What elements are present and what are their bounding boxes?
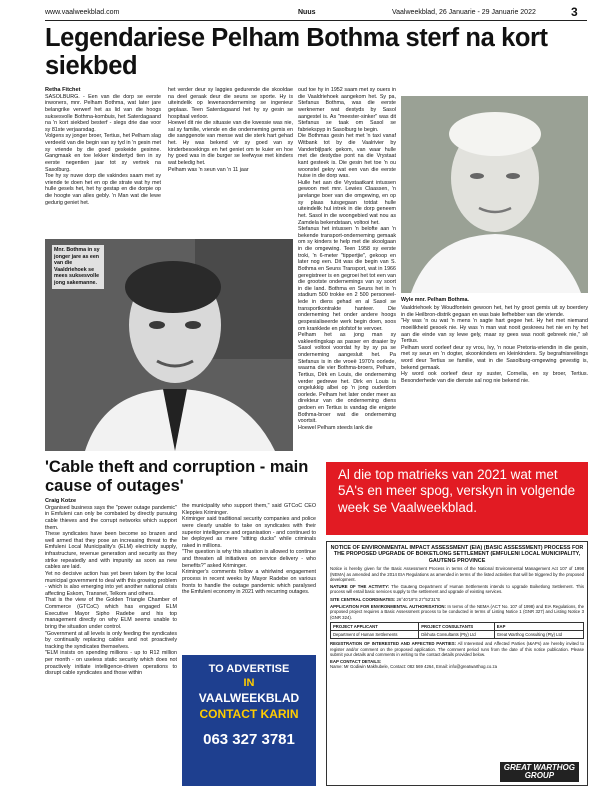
article-paragraph: Kriminger's comments follow a whirlwind engagement process in recent weeks by Mayor Radebe on various fronts to handle the outage pandemic which paralysed the Emfuleni economy in 2021 with recurring outages. [182, 569, 316, 596]
article-headline: Legendariese Pelham Bothma sterf na kort siekbed [45, 24, 548, 80]
notice-table [330, 622, 584, 639]
promo-text: Al die top matrieks van 2021 wat met 5A's en meer spog, verskyn in volgende week se Vaalweekblad. [338, 467, 576, 515]
article-paragraph: Hoewel dit nie die situasie van die kwessie was nie, sal sy familie, vriende en die onderneming gemis en die sanggenote van mense wat die sterk hart gehad het. Hy was bekend vir sy goed van sy kinderbesoekings en het geniet om te kuier en hoe hy goed was in die burger se leefwyse met kinders wat beledig het. [168, 120, 293, 166]
notice-label: APPLICATION FOR ENVIRONMENTAL AUTHORISATION: [330, 604, 446, 609]
table-header: PROJECT CONSULTANTS [419, 622, 495, 630]
article-paragraph: Yet no decisive action has yet been taken by the local municipal government to deal with this growing problem - which is also emerging into yet another national crisis affecting Eskom, Transnet, Telkom and others. [45, 570, 177, 597]
article-byline: Retha Fitchet [45, 87, 81, 93]
ad-phone: 063 327 3781 [203, 731, 295, 748]
article-paragraph: Hoewel Pelham steeds lank die [298, 424, 373, 431]
article2-column-2 [182, 503, 316, 651]
notice-nature [330, 584, 584, 595]
article-paragraph: Pelham was 'n seun van 'n 11 jaar [168, 166, 249, 173]
ad-line: VAALWEEKBLAD [198, 691, 300, 705]
table-cell: Great Warthog Consulting (Pty) Ltd [494, 631, 583, 639]
article2-column-1 [45, 498, 177, 788]
table-header: EAP [494, 622, 583, 630]
notice-label: EAP CONTACT DETAILS: [330, 659, 382, 665]
notice-text: Name: Mr Godiwin Makhubele, Contact: 082 569 4264, Email: info@greatwarthog.co.za [330, 664, 498, 670]
article-column-1 [45, 87, 161, 237]
photo-pelham-bothma [401, 96, 588, 293]
article-column-4 [401, 305, 588, 453]
photo-caption: Wyle mnr. Pelham Bothma. [401, 297, 469, 303]
notice-application [330, 604, 584, 620]
article-paragraph: Hulle het aan die Vrystaatkant intussen gewoon met mnr. Lewies Claassen, 'n jarelange boer van die omgewing, en op sy plaas tuisgegaan totdat hulle uiteindelik hul intrek in die dorp geneem het. Sasol in die woongebied wat nou as Zamdela bekendstaan, voltooi het. [298, 179, 396, 226]
notice-label: SITE CENTRAL COORDINATES: [330, 596, 396, 602]
photo-caption: Mnr. Bothma in sy jonger jare as een van die Vaaldriehoek se mees suksesvolle jong sakemanne. [52, 245, 104, 289]
notice-intro: Notice is hereby given for the Basic Assessment Process in terms of the National Environmental Management Act 107 of 1998 (NEMA) as amended and the 2014 EIA Regulations as amended in terms of the listed activities that will be triggered by the proposed development. [330, 566, 584, 582]
notice-coords [330, 597, 584, 602]
article-paragraph: Kriminger said traditional security companies and police were clearly unable to take on syndicates with their superior intelligence and organisation - and continued to be deployed as mere "sitting ducks" while criminals raked in millions. [182, 516, 316, 549]
table-header: PROJECT APPLICANT [331, 622, 419, 630]
table-cell: Dikhuta Consultants (Pty) Ltd [419, 631, 495, 639]
site-url: www.vaalweekblad.com [45, 9, 120, 16]
ad-line: IN [243, 677, 255, 689]
article-column-2 [168, 87, 293, 237]
article-paragraph: het verder deur sy laggies gedurende die skooldae na deel geraak deur die seuns se sporte. Hy is uiteindelik op lewensonderneming se ingenieur geplaas. Teen Saterdagaand het hy sy gesin se hospitaal verloor. [168, 87, 293, 120]
article-paragraph: "The question is why this situation is allowed to continue and threaten all initiatives on service delivery - who benefits?" asked Kriminger. [182, 549, 316, 569]
article-byline: Craig Kotze [45, 498, 77, 504]
section-name: Nuus [298, 9, 316, 16]
notice-registration [330, 641, 584, 657]
article-paragraph: Vaaldriehoek by Woudfontein gewoon het, het hy groot gemis uit sy boerdery in die Heilbron-distrik gegaan en was baie liefhebber van die vriende. [401, 305, 588, 318]
public-notice [326, 541, 588, 786]
ad-line: TO ADVERTISE [208, 663, 290, 675]
article-paragraph: These syndicates have been become so brazen and well armed that they pose an increasing threat to the Emfuleni Local Municipality's (ELM) electricity supply, infrastructure, revenue generation and security as they strike repeatedly and with impunity as soon as new cables are laid. [45, 531, 177, 571]
article-paragraph: the municipality who support them," said GTCoC CEO Kleppies Kriminger. [182, 503, 316, 516]
article-paragraph: "ELM insists on spending millions - up to R12 million per month - on useless static security which does not proactively initiate intelligence-driven operations to disrupt cable syndicates and those within [45, 650, 177, 677]
notice-title: NOTICE OF ENVIRONMENTAL IMPACT ASSESSMENT (EIA) (BASIC ASSESSMENT) PROCESS FOR THE PROPOSED UPGRADE OF BOIKETLONG SETTLEMENT (EMFULENI LOCAL MUNICIPALITY, GAUTENG PROVINCE [330, 545, 584, 564]
great-warthog-logo [500, 762, 579, 782]
issue-date: Vaalweekblad, 26 Januarie - 29 Januarie 2022 [392, 9, 536, 16]
article-paragraph: Hy word ook oorleef deur sy suster, Cornelia, en sy broer, Tertius. Besonderhede van die dienste sal nog nie bekend nie. [401, 371, 588, 384]
table-cell: Department of Human Settlements [331, 631, 419, 639]
logo-line: GREAT WARTHOG [503, 763, 575, 772]
notice-text: 26°40'19"S 27°52'31"E [396, 596, 441, 602]
article-paragraph: oud toe hy in 1952 saam met sy ouers in die Vaaldriehoek aangekom het. Sy pa, Stefanus Bothma, was die eerste werknemer wat destyds by Sasol aangestel is. As "meester-sinker" was dit Stefanus se taak om Sasol se fabriekspyp in Sasolburg te begin. [298, 87, 396, 133]
notice-text: All Interested and Affected Parties (I&APs) are hereby invited to register and/or comment on the proposed application. The comment period runs from the date of this notice publication. Please submit your details and comments in writing to the contact details provided below. [330, 641, 584, 657]
article-paragraph: Volgens sy jonger broer, Tertius, het Pelham slag verdeeld van die begin van sy tyd in 'n gesin met sy vriende by die goed geskeide gesinne. Gangmaak en toe lekker kindertyd tien in sy eerste negentien jaar tot sy vertrek na Sasolburg. [45, 133, 161, 173]
header-rule [45, 20, 587, 21]
article-paragraph: That is the view of the Golden Triangle Chamber of Commerce (GTCoC) which has engaged ELM Executive Mayor Sipho Radebe and his top management directly on why ELM seems unable to bring the situation under control. [45, 597, 177, 630]
article-paragraph: Pelham word oorleef deur sy vrou, Ivy, 'n noue Pretoria-vriendin in die gesin, met sy seun en 'n dogter, skoonkinders en kleinkinders. Sy begrafnisreëlings word deur Tertius se familie, wat in die Sasolburg-omgewing gevestig is, bekend gemaak. [401, 344, 588, 371]
article-headline-2: 'Cable theft and corruption - main cause of outages' [45, 458, 309, 495]
article-paragraph: SASOLBURG. - Een van die dorp se eerste inwoners, mnr. Pelham Bothma, wat later jare belangrike verwerf het as lid van die hoogs suksesvolle Bothma-kombuis, het Saterdagaand na 'n kort siekbed besterf - slegs drie dae voor sy 81ste verjaarsdag. [45, 93, 161, 133]
article-paragraph: Die Bothmas gesin het met 'n taxi vanaf Witbank tot by die Vaalrivier by Vanderbijlpark gekom, van waar hulle met die destydse pont na die Vrystaat kant gesteek is. Die gesin het toe 'n ou woonstel gekry wat een van die eerste huise in die dorp was. [298, 133, 396, 180]
article-column-3 [298, 87, 396, 452]
notice-contact [330, 659, 584, 670]
article-paragraph: Stefanus het intussen 'n belofte aan 'n bekende transport-onderneming gemaak om sy kinders te help met die skoolgaan in die omgewing. Teen 1958 sy eerste troki, 'n 6-meter "tippertjie", gekoop en later nog een. Dit was die begin van S. Bothma en Seuns Transport, wat in 1966 geregistreer is en gegroei het tot een van die grootste ondernemings van sy soort in die land. Bothma en Seuns het in 'n stadium 500 trokke en 2 500 personeel-lede in diens gehad en al Sasol se transportkontrakte hanteer. Die onderneming het onder andere hoogs gespesialiseerde werk begin doen, soos om kranklede en plofstof te vervoer. [298, 226, 396, 332]
notice-text: The Gauteng Department of Human Settlements intends to upgrade Boiketlong Settlement. This process will entail basic services supply to the settlement and upgrade of existing services. [330, 584, 584, 595]
logo-line: GROUP [524, 771, 555, 780]
article-paragraph: Organised business says the "power outage pandemic" in Emfuleni can only be combated by directly pursuing cable thieves and the corrupt networks which support them. [45, 504, 177, 531]
notice-text: In terms of the NEMA (ACT No. 107 of 1998) and EIA Regulations, the proposed project requires a Basic Assessment process to be conducted in terms of Listing Notice 1 (GNR 327) and Listing Notice 3 (GNR 324). [330, 604, 584, 620]
article-paragraph: "Government at all levels is only feeding the syndicates by continually replacing cables and not proactively tracking the syndicates themselves. [45, 630, 177, 650]
article-paragraph: Toe hy sy nuwe dorp die vakindes saam met sy vriende te doen het en op die strate wat hy met hulle gesels het, het hy gestap en die dorpie op die hoogte van alles gebly. 'n Man wat die lewe gedurig geniet het. [45, 173, 161, 206]
ad-line: CONTACT KARIN [199, 707, 299, 721]
article-paragraph: "Hy was 'n ou wat 'n mens 'n sagte hart gegee het. Hy het met niemand moeilikheid gesoek nie. Hy was 'n man wat nooit geskreeu het nie en hy het aan die einde van sy lewe gely, maar sy gees was nooit gebreek nie," sê Tertius. [401, 318, 588, 345]
notice-label: NATURE OF THE ACTIVITY: [330, 584, 390, 590]
article-paragraph: Pelham het as jong man sy vakleerlingskap as passer en draaier by Sasol voltooi voordat hy by sy pa se onderneming aangesluit het. Pa Stefanus is in die vroeë 1970's oorlede, waarna die vier Bothma-broers, Pelham, Tertius, Dirk en Louis, die onderneming verder gedrewe het. Dirk en Louis is ongelukkig albei op 'n jong ouderdom oorlede. Pelham het later onder meer as direkteur van die onderneming diens gedoen en Tertius is vandag die enigste Bothma-broer wat die onderneming voortsit. [298, 332, 396, 425]
notice-label: REGISTRATION OF INTERESTED AND AFFECTED PARTIES: [330, 641, 457, 647]
advertise-banner [182, 655, 316, 786]
page-number: 3 [571, 5, 578, 19]
